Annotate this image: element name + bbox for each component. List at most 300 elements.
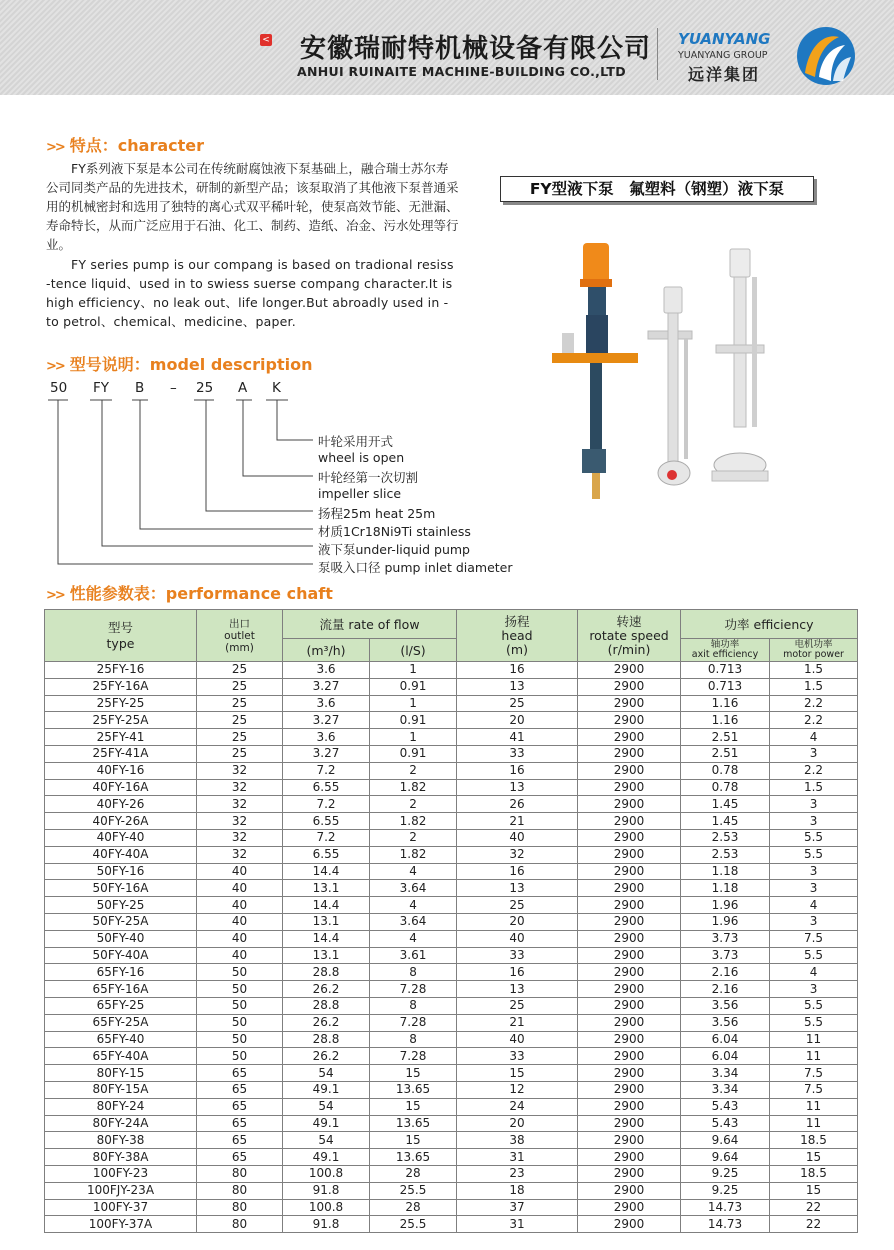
- table-cell: 3.27: [283, 745, 370, 762]
- table-cell: 25: [197, 712, 283, 729]
- table-cell: 21: [457, 813, 578, 830]
- table-cell: 31: [457, 1216, 578, 1233]
- character-text-cn: FY系列液下泵是本公司在传统耐腐蚀液下泵基础上，融合瑞士苏尔寿公司同类产品的先进技术，研制的新型产品；该泵取消了其他液下泵普通采用的机械密封和选用了独特的离心式双平稀叶轮，使泵高效节能、无泄漏、寿命特长，从而广泛应用于石油、化工、制药、造纸、冶金、污水处理等行业。: [46, 161, 459, 252]
- table-cell: 11: [770, 1031, 858, 1048]
- table-cell: 7.28: [370, 981, 457, 998]
- table-cell: 80FY-24: [45, 1098, 197, 1115]
- table-cell: 49.1: [283, 1115, 370, 1132]
- table-cell: 6.04: [681, 1048, 770, 1065]
- table-cell: 40FY-26A: [45, 813, 197, 830]
- table-cell: 2900: [578, 1149, 681, 1166]
- table-row: [45, 964, 858, 981]
- table-cell: 65: [197, 1115, 283, 1132]
- company-name-cn: 安徽瑞耐特机械设备有限公司: [300, 34, 652, 64]
- table-cell: 32: [457, 846, 578, 863]
- table-cell: 50: [197, 981, 283, 998]
- table-cell: 20: [457, 712, 578, 729]
- table-cell: 3.56: [681, 1014, 770, 1031]
- table-cell: 50: [197, 997, 283, 1014]
- table-cell: 2900: [578, 897, 681, 914]
- table-row: [45, 1065, 858, 1082]
- table-cell: 20: [457, 913, 578, 930]
- table-cell: 5.5: [770, 846, 858, 863]
- table-cell: 14.4: [283, 897, 370, 914]
- table-cell: 0.78: [681, 779, 770, 796]
- table-cell: 15: [370, 1098, 457, 1115]
- table-cell: 3.73: [681, 947, 770, 964]
- table-cell: 1.82: [370, 813, 457, 830]
- section-performance-title: >> 性能参数表：performance chaft: [46, 584, 333, 603]
- table-cell: 2: [370, 829, 457, 846]
- table-row: [45, 1132, 858, 1149]
- table-cell: 3.27: [283, 678, 370, 695]
- table-cell: 80FY-38A: [45, 1149, 197, 1166]
- table-cell: 2900: [578, 1081, 681, 1098]
- table-cell: 65: [197, 1081, 283, 1098]
- table-cell: 49.1: [283, 1081, 370, 1098]
- table-cell: 7.2: [283, 762, 370, 779]
- table-cell: 25: [457, 897, 578, 914]
- table-cell: 2.16: [681, 964, 770, 981]
- table-cell: 50: [197, 1014, 283, 1031]
- table-cell: 2900: [578, 913, 681, 930]
- table-cell: 25.5: [370, 1216, 457, 1233]
- table-cell: 50FY-25A: [45, 913, 197, 930]
- table-cell: 1.45: [681, 796, 770, 813]
- table-cell: 2.2: [770, 712, 858, 729]
- table-cell: 32: [197, 796, 283, 813]
- table-row: [45, 695, 858, 712]
- table-cell: 1.82: [370, 846, 457, 863]
- header-speed: 转速 rotate speed (r/min): [578, 610, 681, 662]
- table-cell: 7.2: [283, 796, 370, 813]
- table-cell: 65FY-40A: [45, 1048, 197, 1065]
- table-cell: 40FY-26: [45, 796, 197, 813]
- table-cell: 65FY-40: [45, 1031, 197, 1048]
- table-cell: 40: [457, 930, 578, 947]
- table-cell: 8: [370, 997, 457, 1014]
- table-cell: 25: [197, 745, 283, 762]
- table-cell: 25FY-16: [45, 662, 197, 679]
- table-cell: 2900: [578, 712, 681, 729]
- table-cell: 4: [370, 863, 457, 880]
- table-cell: 14.73: [681, 1216, 770, 1233]
- table-cell: 1.82: [370, 779, 457, 796]
- table-cell: 28.8: [283, 997, 370, 1014]
- table-cell: 2.51: [681, 745, 770, 762]
- table-row: [45, 1199, 858, 1216]
- table-cell: 25FY-25A: [45, 712, 197, 729]
- table-cell: 13.65: [370, 1081, 457, 1098]
- model-code-part: 50: [50, 380, 68, 396]
- table-cell: 3.34: [681, 1065, 770, 1082]
- table-row: [45, 1165, 858, 1182]
- table-cell: 80: [197, 1165, 283, 1182]
- table-row: [45, 796, 858, 813]
- table-cell: 50FY-40A: [45, 947, 197, 964]
- section-model-title: >> 型号说明：model description: [46, 355, 313, 374]
- table-cell: 54: [283, 1098, 370, 1115]
- table-cell: 100FJY-23A: [45, 1182, 197, 1199]
- table-row: [45, 1115, 858, 1132]
- table-cell: 50FY-25: [45, 897, 197, 914]
- table-cell: 50: [197, 1048, 283, 1065]
- table-cell: 37: [457, 1199, 578, 1216]
- table-cell: 22: [770, 1216, 858, 1233]
- table-cell: 13.1: [283, 947, 370, 964]
- table-cell: 25.5: [370, 1182, 457, 1199]
- table-cell: 3: [770, 913, 858, 930]
- model-label: 扬程25m heat 25m: [318, 506, 436, 521]
- table-row: [45, 1182, 858, 1199]
- table-cell: 40: [457, 1031, 578, 1048]
- table-cell: 3.61: [370, 947, 457, 964]
- performance-table-body: [45, 662, 858, 1233]
- table-cell: 13.65: [370, 1149, 457, 1166]
- table-cell: 2900: [578, 1031, 681, 1048]
- table-cell: 6.55: [283, 846, 370, 863]
- table-cell: 5.43: [681, 1115, 770, 1132]
- table-cell: 22: [770, 1199, 858, 1216]
- table-row: [45, 1081, 858, 1098]
- table-cell: 40FY-40: [45, 829, 197, 846]
- table-row: [45, 1098, 858, 1115]
- table-cell: 0.713: [681, 678, 770, 695]
- table-cell: 100.8: [283, 1165, 370, 1182]
- table-row: [45, 913, 858, 930]
- table-cell: 2900: [578, 880, 681, 897]
- table-row: [45, 829, 858, 846]
- table-cell: 31: [457, 1149, 578, 1166]
- table-cell: 33: [457, 745, 578, 762]
- table-cell: 5.5: [770, 829, 858, 846]
- header-outlet: 出口 outlet (mm): [197, 610, 283, 662]
- table-cell: 100FY-37: [45, 1199, 197, 1216]
- table-cell: 40: [197, 880, 283, 897]
- logo-text-cn: 远洋集团: [688, 65, 761, 84]
- table-cell: 50: [197, 1031, 283, 1048]
- table-cell: 3.6: [283, 662, 370, 679]
- table-cell: 40: [457, 829, 578, 846]
- logo-text-en-sub: YUANYANG GROUP: [678, 50, 768, 61]
- table-row: [45, 897, 858, 914]
- table-cell: 40: [197, 863, 283, 880]
- table-cell: 2900: [578, 997, 681, 1014]
- table-cell: 24: [457, 1098, 578, 1115]
- table-cell: 2900: [578, 1165, 681, 1182]
- table-cell: 25: [457, 997, 578, 1014]
- table-cell: 18.5: [770, 1165, 858, 1182]
- table-cell: 2900: [578, 662, 681, 679]
- table-cell: 100.8: [283, 1199, 370, 1216]
- table-cell: 20: [457, 1115, 578, 1132]
- table-cell: 3.64: [370, 913, 457, 930]
- model-label: 叶轮经第一次切割: [318, 470, 419, 485]
- table-cell: 2900: [578, 930, 681, 947]
- table-cell: 4: [770, 897, 858, 914]
- table-cell: 2900: [578, 1199, 681, 1216]
- table-cell: 2900: [578, 1216, 681, 1233]
- table-cell: 80FY-24A: [45, 1115, 197, 1132]
- table-row: [45, 1014, 858, 1031]
- table-cell: 0.91: [370, 745, 457, 762]
- table-cell: 15: [770, 1182, 858, 1199]
- table-cell: 6.55: [283, 813, 370, 830]
- table-cell: 2: [370, 762, 457, 779]
- table-cell: 32: [197, 846, 283, 863]
- table-cell: 13.1: [283, 913, 370, 930]
- header-flow: 流量 rate of flow: [283, 610, 457, 639]
- table-cell: 2.2: [770, 695, 858, 712]
- header-power: 功率 efficiency: [681, 610, 858, 639]
- table-cell: 15: [770, 1149, 858, 1166]
- table-cell: 2900: [578, 1115, 681, 1132]
- table-cell: 3: [770, 745, 858, 762]
- table-cell: 25FY-25: [45, 695, 197, 712]
- table-cell: 40FY-16A: [45, 779, 197, 796]
- table-cell: 5.43: [681, 1098, 770, 1115]
- table-cell: 1.5: [770, 662, 858, 679]
- table-cell: 80: [197, 1182, 283, 1199]
- table-cell: 33: [457, 1048, 578, 1065]
- table-cell: 2900: [578, 1014, 681, 1031]
- table-cell: 2900: [578, 829, 681, 846]
- table-cell: 2.53: [681, 846, 770, 863]
- table-row: [45, 1031, 858, 1048]
- table-cell: 2900: [578, 762, 681, 779]
- table-cell: 2: [370, 796, 457, 813]
- table-cell: 1.18: [681, 863, 770, 880]
- table-cell: 9.64: [681, 1149, 770, 1166]
- table-cell: 40: [197, 930, 283, 947]
- table-cell: 13.65: [370, 1115, 457, 1132]
- table-cell: 65FY-25: [45, 997, 197, 1014]
- table-cell: 1: [370, 729, 457, 746]
- table-cell: 2900: [578, 863, 681, 880]
- table-cell: 2900: [578, 1065, 681, 1082]
- table-cell: 1.45: [681, 813, 770, 830]
- model-code-part: A: [238, 380, 248, 396]
- table-cell: 40: [197, 913, 283, 930]
- table-row: [45, 712, 858, 729]
- table-cell: 11: [770, 1048, 858, 1065]
- table-cell: 7.5: [770, 930, 858, 947]
- table-row: [45, 779, 858, 796]
- table-cell: 0.91: [370, 712, 457, 729]
- table-row: [45, 745, 858, 762]
- model-label: 泵吸入口径 pump inlet diameter: [318, 560, 513, 575]
- table-cell: 2900: [578, 846, 681, 863]
- table-cell: 80FY-38: [45, 1132, 197, 1149]
- table-cell: 13: [457, 678, 578, 695]
- table-row: [45, 1216, 858, 1233]
- table-cell: 54: [283, 1065, 370, 1082]
- table-cell: 4: [370, 930, 457, 947]
- table-cell: 32: [197, 813, 283, 830]
- table-cell: 2900: [578, 779, 681, 796]
- table-cell: 23: [457, 1165, 578, 1182]
- table-cell: 3: [770, 981, 858, 998]
- table-cell: 11: [770, 1098, 858, 1115]
- table-cell: 38: [457, 1132, 578, 1149]
- table-cell: 11: [770, 1115, 858, 1132]
- header-type: 型号 type: [45, 610, 197, 662]
- table-row: [45, 729, 858, 746]
- header-flow-ls: (l/S): [370, 639, 457, 662]
- table-cell: 2900: [578, 947, 681, 964]
- table-cell: 65: [197, 1098, 283, 1115]
- table-cell: 1.96: [681, 913, 770, 930]
- table-row: [45, 930, 858, 947]
- table-row: [45, 947, 858, 964]
- table-cell: 50FY-40: [45, 930, 197, 947]
- table-cell: 40FY-16: [45, 762, 197, 779]
- table-cell: 41: [457, 729, 578, 746]
- table-cell: 1: [370, 662, 457, 679]
- table-cell: 54: [283, 1132, 370, 1149]
- model-code-part: FY: [93, 380, 110, 396]
- table-cell: 7.28: [370, 1048, 457, 1065]
- table-cell: 32: [197, 762, 283, 779]
- table-cell: 2900: [578, 678, 681, 695]
- table-cell: 91.8: [283, 1182, 370, 1199]
- table-cell: 1.16: [681, 695, 770, 712]
- table-cell: 25: [457, 695, 578, 712]
- table-cell: 3: [770, 813, 858, 830]
- table-cell: 3.6: [283, 695, 370, 712]
- table-cell: 2.53: [681, 829, 770, 846]
- header-head: 扬程 head (m): [457, 610, 578, 662]
- header-flow-m3h: (m³/h): [283, 639, 370, 662]
- table-cell: 4: [770, 964, 858, 981]
- table-cell: 7.5: [770, 1065, 858, 1082]
- table-cell: 25FY-16A: [45, 678, 197, 695]
- header-badge: <: [260, 34, 272, 46]
- table-cell: 6.04: [681, 1031, 770, 1048]
- table-cell: 2900: [578, 1182, 681, 1199]
- header-motor-power: 电机功率 motor power: [770, 639, 858, 662]
- table-cell: 14.4: [283, 930, 370, 947]
- table-cell: 2900: [578, 1048, 681, 1065]
- table-cell: 3.56: [681, 997, 770, 1014]
- table-cell: 2900: [578, 695, 681, 712]
- table-cell: 28.8: [283, 1031, 370, 1048]
- table-cell: 18: [457, 1182, 578, 1199]
- table-cell: 14.73: [681, 1199, 770, 1216]
- table-cell: 25FY-41A: [45, 745, 197, 762]
- table-row: [45, 880, 858, 897]
- table-cell: 28: [370, 1165, 457, 1182]
- table-cell: 26.2: [283, 1048, 370, 1065]
- table-cell: 26: [457, 796, 578, 813]
- table-cell: 32: [197, 779, 283, 796]
- table-cell: 80: [197, 1216, 283, 1233]
- table-cell: 28.8: [283, 964, 370, 981]
- table-row: [45, 863, 858, 880]
- table-row: [45, 662, 858, 679]
- table-cell: 15: [457, 1065, 578, 1082]
- table-row: [45, 678, 858, 695]
- table-cell: 3.73: [681, 930, 770, 947]
- table-cell: 3.6: [283, 729, 370, 746]
- table-cell: 7.5: [770, 1081, 858, 1098]
- table-cell: 0.713: [681, 662, 770, 679]
- table-cell: 1.96: [681, 897, 770, 914]
- table-cell: 5.5: [770, 947, 858, 964]
- table-cell: 25FY-41: [45, 729, 197, 746]
- table-cell: 1.18: [681, 880, 770, 897]
- table-cell: 0.91: [370, 678, 457, 695]
- table-cell: 14.4: [283, 863, 370, 880]
- table-cell: 50: [197, 964, 283, 981]
- table-cell: 1.5: [770, 779, 858, 796]
- table-cell: 3.34: [681, 1081, 770, 1098]
- table-cell: 28: [370, 1199, 457, 1216]
- table-cell: 1.5: [770, 678, 858, 695]
- table-cell: 1: [370, 695, 457, 712]
- table-cell: 2900: [578, 729, 681, 746]
- table-cell: 91.8: [283, 1216, 370, 1233]
- table-row: [45, 981, 858, 998]
- table-cell: 15: [370, 1132, 457, 1149]
- model-label: 液下泵under-liquid pump: [318, 542, 470, 557]
- table-cell: 4: [770, 729, 858, 746]
- table-cell: 25: [197, 662, 283, 679]
- model-label: 叶轮采用开式: [318, 434, 394, 449]
- table-cell: 21: [457, 1014, 578, 1031]
- product-title: FY型液下泵 氟塑料（钢塑）液下泵: [500, 176, 814, 202]
- table-cell: 3.27: [283, 712, 370, 729]
- table-cell: 3: [770, 863, 858, 880]
- table-cell: 49.1: [283, 1149, 370, 1166]
- table-cell: 25: [197, 729, 283, 746]
- header-axit-power: 轴功率 axit efficiency: [681, 639, 770, 662]
- table-cell: 13: [457, 779, 578, 796]
- model-code-part: 25: [196, 380, 214, 396]
- table-cell: 65: [197, 1065, 283, 1082]
- table-row: [45, 1149, 858, 1166]
- table-cell: 100FY-23: [45, 1165, 197, 1182]
- table-cell: 50FY-16A: [45, 880, 197, 897]
- table-cell: 32: [197, 829, 283, 846]
- table-cell: 16: [457, 762, 578, 779]
- table-cell: 9.25: [681, 1165, 770, 1182]
- table-cell: 65: [197, 1132, 283, 1149]
- table-cell: 2900: [578, 964, 681, 981]
- table-cell: 12: [457, 1081, 578, 1098]
- table-cell: 18.5: [770, 1132, 858, 1149]
- table-cell: 3: [770, 796, 858, 813]
- table-cell: 15: [370, 1065, 457, 1082]
- table-cell: 2.2: [770, 762, 858, 779]
- table-cell: 8: [370, 1031, 457, 1048]
- table-cell: 5.5: [770, 997, 858, 1014]
- table-cell: 26.2: [283, 981, 370, 998]
- character-text-en: FY series pump is our compang is based on tradional resiss -tence liquid、used in to swiess suerse compang character.It is high efficiency、no leak out、life longer.But abroadly used in -to petrol、chemical、medicine、paper.: [46, 257, 454, 329]
- model-label: 材质1Cr18Ni9Ti stainless: [318, 524, 471, 539]
- table-cell: 6.55: [283, 779, 370, 796]
- double-chevron-icon: >>: [46, 140, 64, 155]
- table-cell: 40FY-40A: [45, 846, 197, 863]
- table-cell: 2900: [578, 796, 681, 813]
- table-cell: 3: [770, 880, 858, 897]
- model-code-part: B: [135, 380, 145, 396]
- table-row: [45, 997, 858, 1014]
- table-cell: 33: [457, 947, 578, 964]
- table-cell: 2900: [578, 1132, 681, 1149]
- table-cell: 65FY-16A: [45, 981, 197, 998]
- model-connector-lines: [0, 0, 894, 600]
